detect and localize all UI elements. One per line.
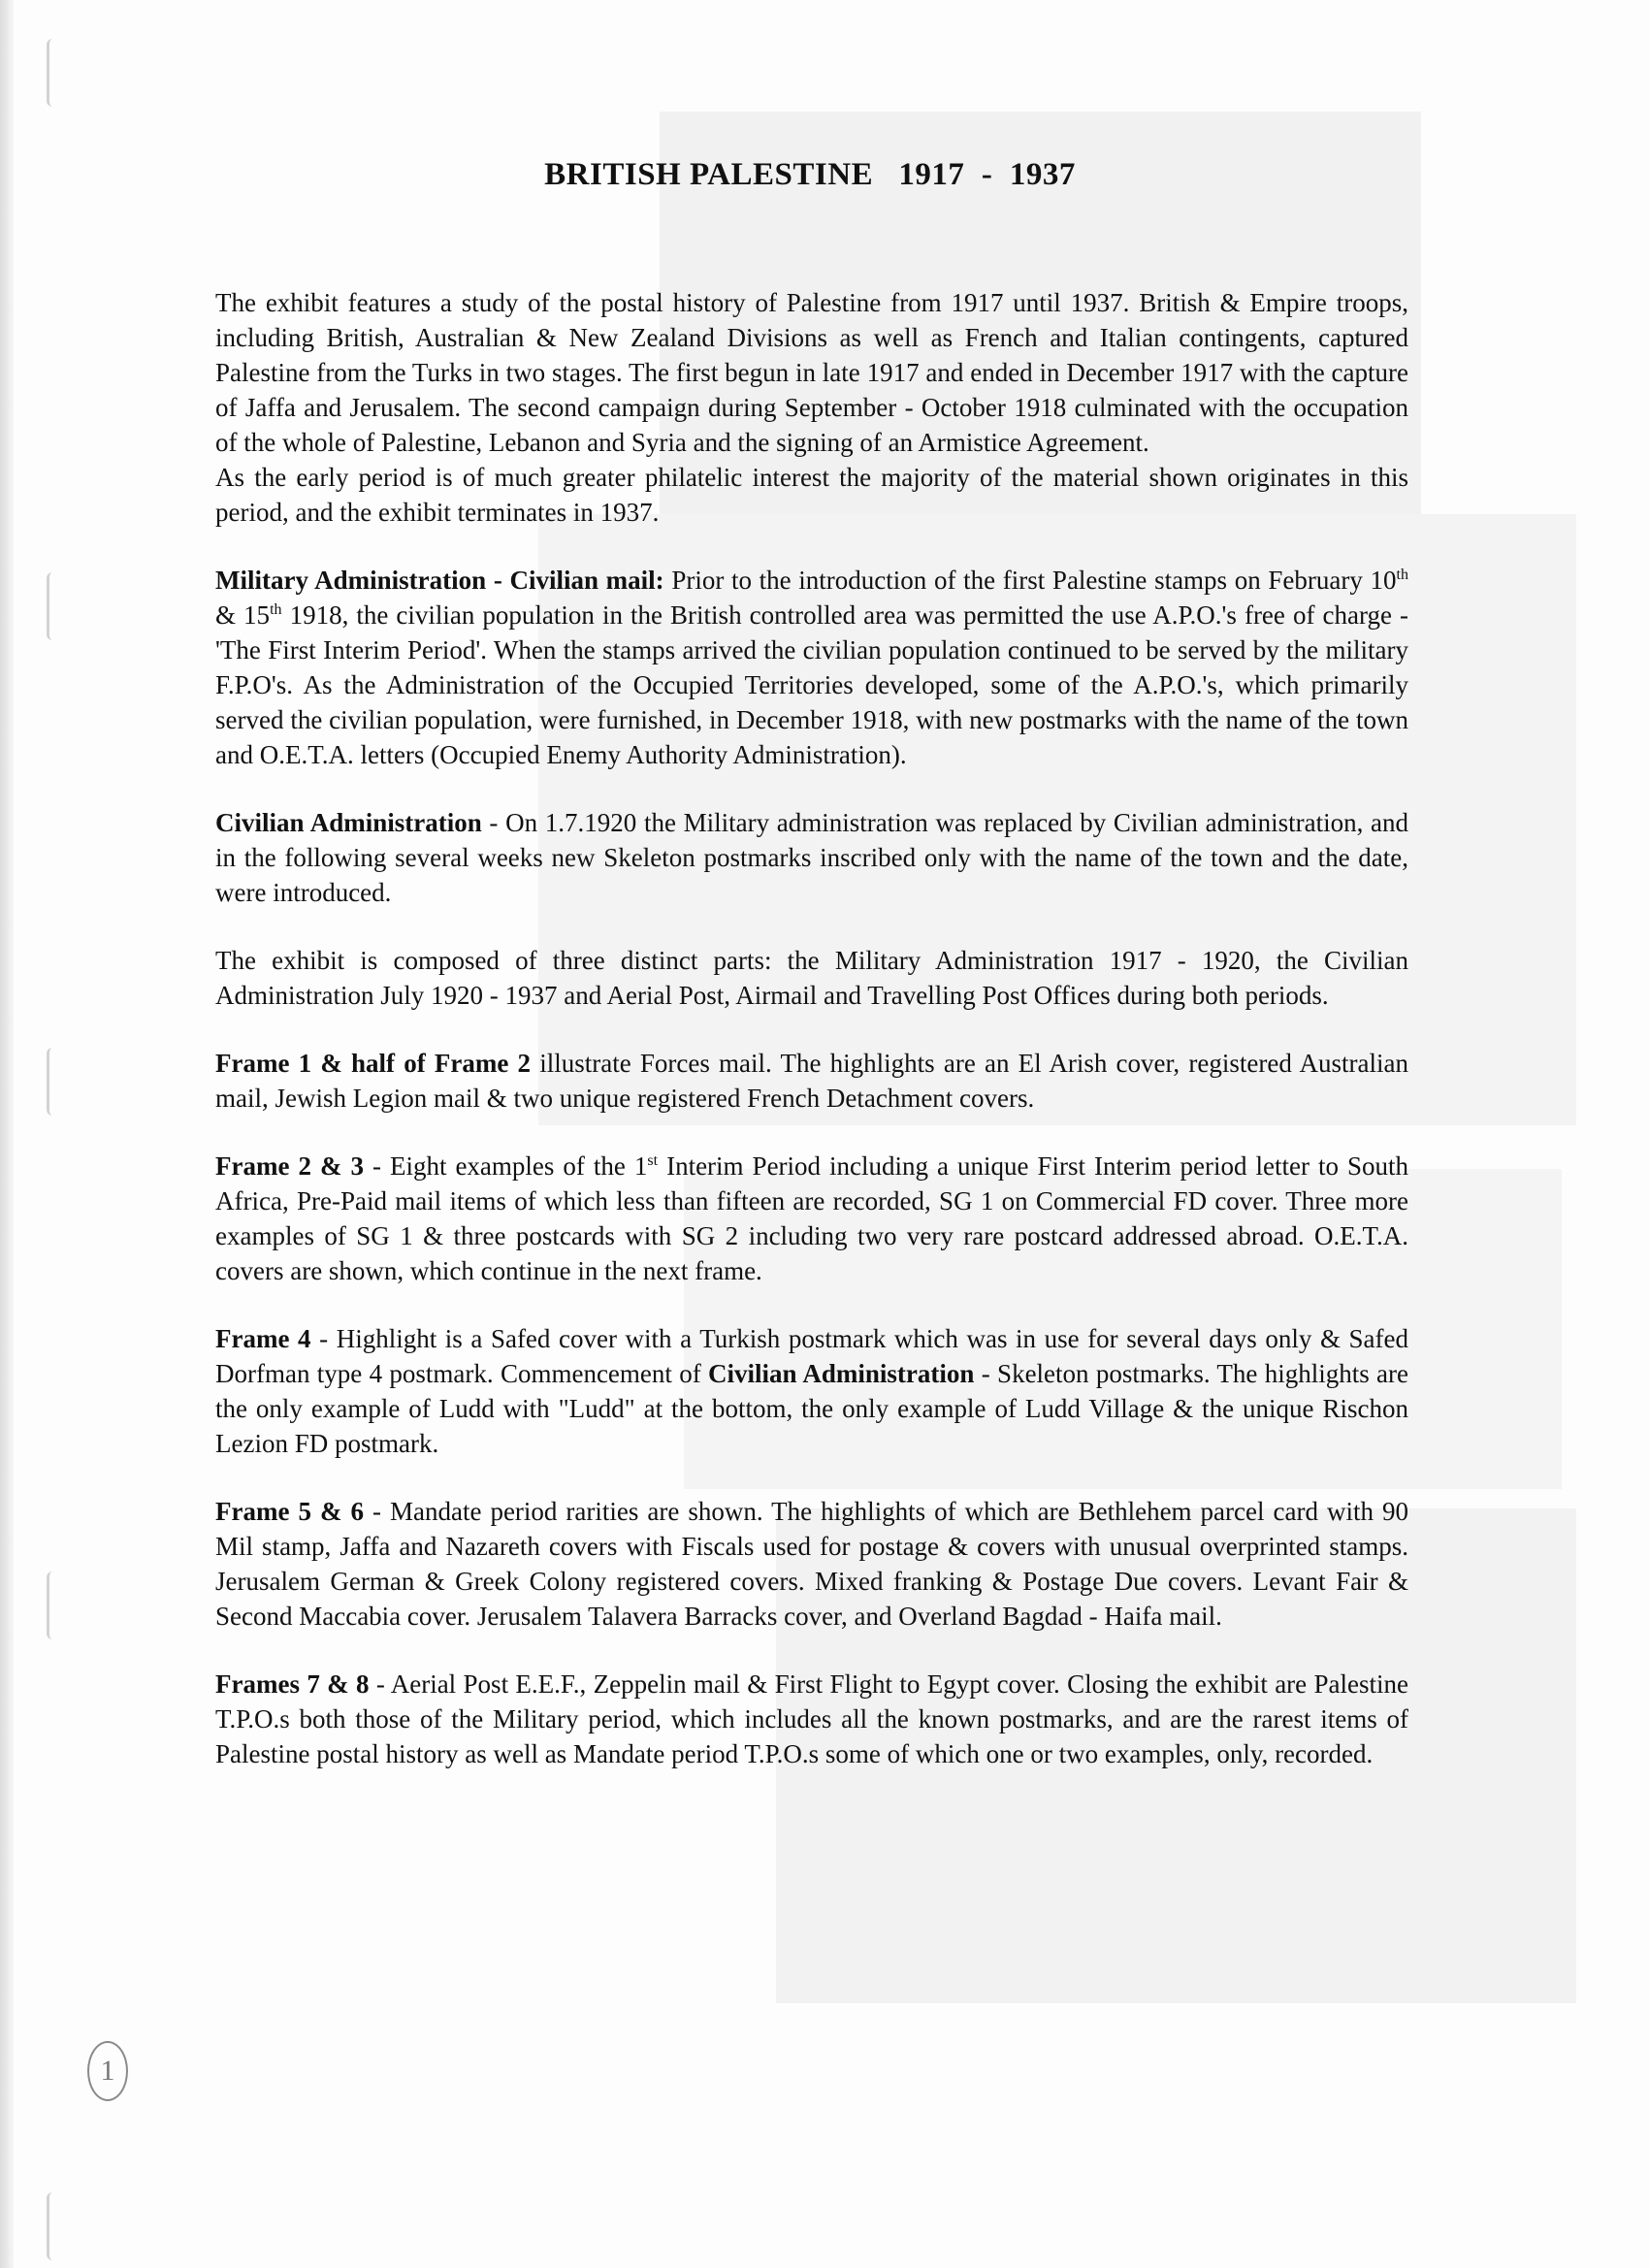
frame-1-paragraph — [215, 1046, 1408, 1116]
composition-paragraph: The exhibit is composed of three distinct parts: the Military Administration 1917 - 1920, the Civilian Administration July 1920 - 1937 and Aerial Post, Airmail and Travelling Post Offices during both periods. — [215, 946, 1408, 1010]
superscript: st — [647, 1152, 659, 1169]
paragraph-text: 1918, the civilian population in the British controlled area was permitted the use A.P.O.'s free of charge - 'The First Interim Period'. When the stamps arrived the civilian population continued to be served by the military F.P.O's. As the Administration of the Occupied Territories developed, some of the A.P.O.'s, which primarily served the civilian population, were furnished, in December 1918, with new postmarks with the name of the town and O.E.T.A. letters (Occupied Enemy Authority Administration). — [215, 600, 1408, 769]
section-heading: Frame 2 & 3 — [215, 1151, 364, 1181]
civilian-administration-paragraph — [215, 805, 1408, 910]
paragraph-text: - Eight examples of the 1 — [363, 1151, 648, 1181]
section-heading: Frames 7 & 8 — [215, 1669, 370, 1699]
paragraph-text: - Highlight is a Safed cover with a Turkish postmark which was in use for several days only & Safed Dorfman type 4 postmark. Commencement of — [215, 1324, 1409, 1388]
binding-mark — [47, 39, 75, 107]
bold-phrase: Civilian Administration — [708, 1359, 975, 1388]
frames-7-8-paragraph — [215, 1667, 1408, 1771]
paragraph-text: illustrate Forces mail. The highlights are an El Arish cover, registered Australian mail, Jewish Legion mail & two unique registered French Detachment covers. — [215, 1049, 1408, 1113]
paragraph-text: - Aerial Post E.E.F., Zeppelin mail & First Flight to Egypt cover. Closing the exhibit are Palestine T.P.O.s both those of the Military period, which includes all the known postmarks, and are the rarest items of Palestine postal history as well as Mandate period T.P.O.s some of which one or two examples, only, recorded. — [215, 1669, 1408, 1768]
superscript: th — [270, 601, 282, 618]
page-edge-shadow — [0, 0, 14, 2268]
section-heading: Frame 4 — [215, 1324, 311, 1353]
section-heading: Military Administration - Civilian mail: — [215, 566, 664, 595]
superscript: th — [1396, 567, 1408, 583]
section-heading: Civilian Administration — [215, 808, 482, 837]
paragraph-text: Interim Period including a unique First Interim period letter to South Africa, Pre-Paid mail items of which less than fifteen are recorded, SG 1 on Commercial FD cover. Three more examples of SG 1 & three postcards with SG 2 including two very rare postcard addressed abroad. O.E.T.A. covers are shown, which continue in the next frame. — [215, 1151, 1408, 1285]
section-heading: Frame 5 & 6 — [215, 1497, 364, 1526]
page-number: 1 — [87, 2041, 128, 2101]
military-administration-paragraph — [215, 563, 1408, 772]
paragraph-text: & 15 — [215, 600, 271, 630]
paragraph-text: Prior to the introduction of the first Palestine stamps on February 10 — [663, 566, 1397, 595]
frame-5-6-paragraph — [215, 1494, 1408, 1634]
paragraph-text: - Mandate period rarities are shown. The highlights of which are Bethlehem parcel card with 90 Mil stamp, Jaffa and Nazareth covers with Fiscals used for postage & covers with unusual overprinted stamps. Jerusalem German & Greek Colony registered covers. Mixed franking & Postage Due covers. Levant Fair & Second Maccabia cover. Jerusalem Talavera Barracks cover, and Overland Bagdad - Haifa mail. — [215, 1497, 1408, 1631]
page-title: BRITISH PALESTINE 1917 - 1937 — [544, 157, 1076, 192]
binding-mark — [47, 1571, 75, 1639]
binding-mark — [47, 1048, 75, 1116]
paragraph-text: - Skeleton postmarks. The highlights are the only example of Ludd with "Ludd" at the bottom, the only example of Ludd Village & the unique Rischon Lezion FD postmark. — [215, 1359, 1409, 1458]
paragraph-text: - On 1.7.1920 the Military administration was replaced by Civilian administration, and in the following several weeks new Skeleton postmarks inscribed only with the name of the town and the date, were introduced. — [215, 808, 1408, 907]
intro-paragraph: The exhibit features a study of the postal history of Palestine from 1917 until 1937. British & Empire troops, including British, Australian & New Zealand Divisions as well as French and Italian contingents, captured Palestine from the Turks in two stages. The first begun in late 1917 and ended in December 1917 with the capture of Jaffa and Jerusalem. The second campaign during September - October 1918 culminated with the occupation of the whole of Palestine, Lebanon and Syria and the signing of an Armistice Agreement. — [215, 288, 1408, 457]
intro-paragraph-continued: As the early period is of much greater philatelic interest the majority of the material shown originates in this period, and the exhibit terminates in 1937. — [215, 463, 1408, 527]
document-body — [215, 285, 1408, 1804]
binding-mark — [47, 2192, 75, 2260]
frame-4-paragraph — [215, 1321, 1408, 1461]
section-heading: Frame 1 & half of Frame 2 — [215, 1049, 532, 1078]
frame-2-3-paragraph — [215, 1149, 1408, 1288]
binding-mark — [47, 572, 75, 640]
